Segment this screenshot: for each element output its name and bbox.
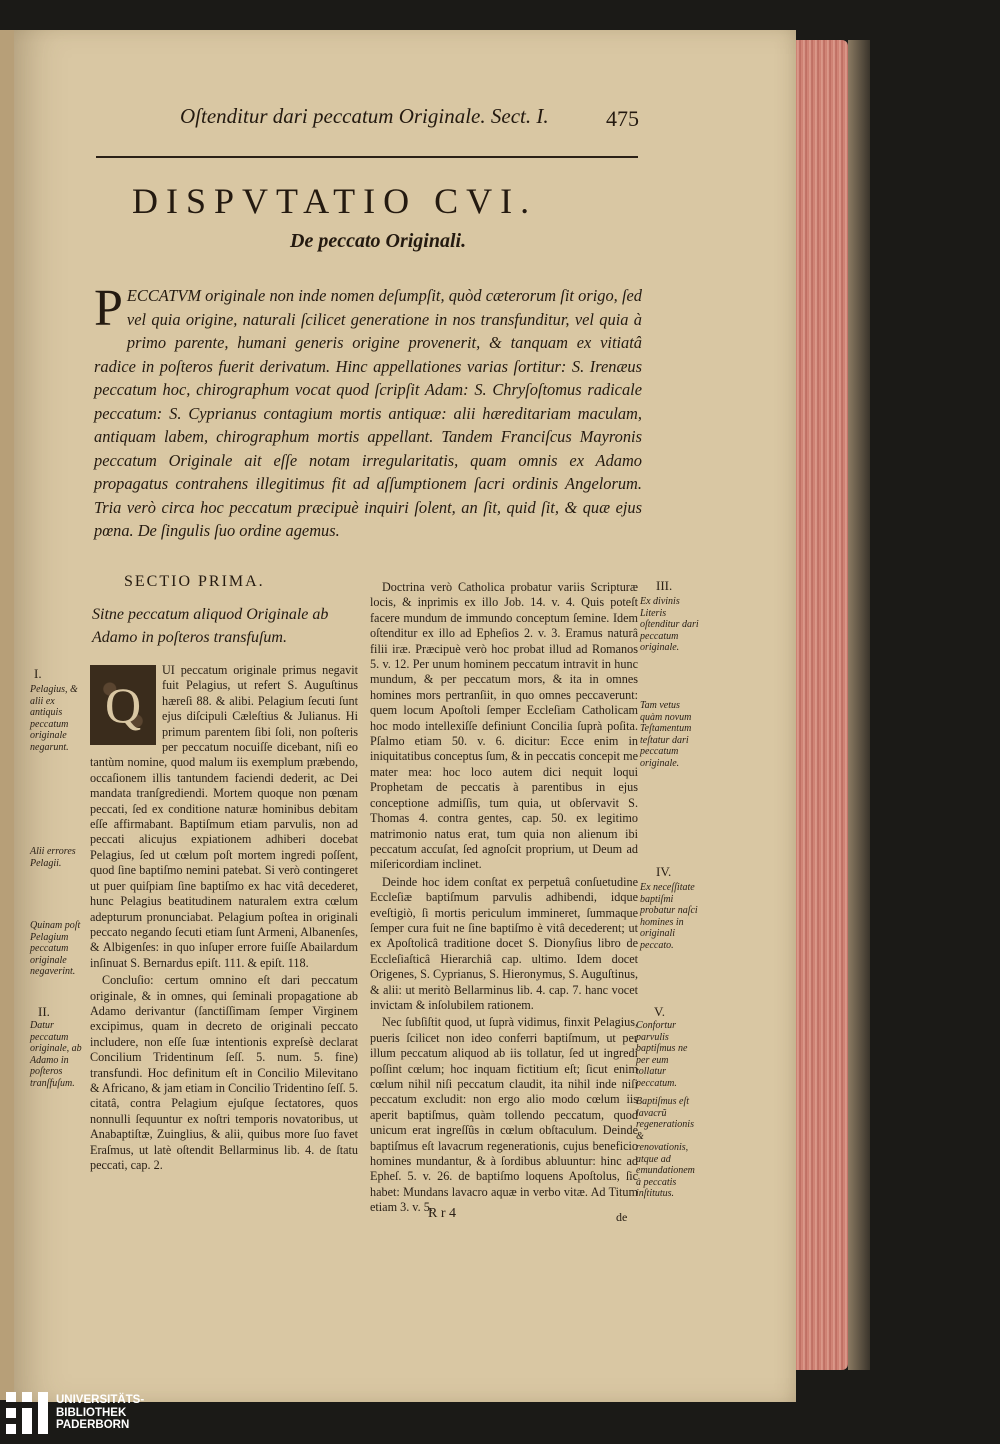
header-rule: [96, 156, 638, 158]
margin-note-left-2: Alii errores Pelagii.: [30, 846, 76, 869]
margin-note-right-4: Confortur parvulis baptiſmus ne per eum tollatur peccatum.: [636, 1020, 688, 1089]
margin-note-left-4: Datur peccatum originale, ab Adamo in poſteros tranſfuſum.: [30, 1020, 82, 1089]
right-column: [370, 580, 638, 1218]
right-paragraph-3: Nec ſubſiſtit quod, ut ſuprà vidimus, finxit Pelagius, pueris ſcilicet non ideo conferri baptiſmum, ut per illum peccatum aliquod ab iis tollatur, ſed ut ingredi poſſint cœlum; hoc inquam fictitium eſt; ſicut enim cœlum nihil niſi peccatum claudit, ita nihil inde niſi peccatum excludit: non ergo alio modo cœlum iis aperit baptiſmus, quàm tollendo peccatum, quod unicum erat ingreſſûs in cœlum obſtaculum. Deinde baptiſmus eſt lavacrum regenerationis, cujus beneficio homines mundantur, & à ſordibus abluuntur: hinc ad Epheſ. 5. v. 26. de baptiſmo loquens Apoſtolus, ſic habet: Mundans lavacro aquæ in verbo vitæ. Ad Titum etiam 3. v. 5.: [370, 1015, 638, 1215]
margin-note-right-2: Tam vetus quàm novum Teſtamentum teſtatur dari peccatum originale.: [640, 700, 692, 769]
margin-number-5: V.: [654, 1004, 665, 1019]
intro-text: ECCATVM originale non inde nomen deſumpſit, quòd cæterorum ſit origo, ſed vel quia origine, naturali ſcilicet generatione in nos transfunditur, vel quia à primo parente, humani generis origine provenerit, & tanquam ex vitiatâ radice in poſteros fuerit derivatum. Hinc appellationes varias ſortitur: S. Irenæus peccatum hoc, chirographum vocat quod ſcripſit Adam: S. Chryſoſtomus radicale peccatum: S. Cyprianus contagium mortis antiquæ: alii hæreditariam maculam, antiquam labem, chirographum mortis appellant. Tandem Franciſcus Mayronis peccatum Originale ait eſſe notam irregularitatis, quam omnis ex Adamo propagatus contrahens illegitimus fit ad aſſumptionem ſacri ordinis Angelorum. Tria verò circa hoc peccatum præcipuè inquiri ſolent, an ſit, quid ſit, & quæ ejus pœna. De ſingulis ſuo ordine agemus.: [94, 286, 642, 540]
ornamental-initial: Q: [90, 665, 156, 745]
margin-note-right-1: Ex divinis Literis oſtenditur dari peccatum originale.: [640, 596, 699, 653]
left-paragraph-1: UI peccatum originale primus negavit fuit Pelagius, ut refert S. Auguſtinus hæreſi 88. & alibi. Pelagium ſecuti ſunt ejus diſcipuli Cæleſtius & Julianus. Hi primum parentem ſibi ſoli, non poſteris per peccatum nocuiſſe dicebant, niſi eo tantùm nomine, quod malum iis exemplum præbendo, occaſionem illis tantundem faciendi dederit, ac Dei mandata tranſgrediendi. Mortem quoque non pœnam peccati, ſed ex conditione naturæ hominibus debitam eſſe affirmabant. Baptiſmum etiam parvulis, non ad peccati alicujus expiationem adhiberi docebat Pelagius, ſed ut cœlum poſt mortem ingredi poſſent, quod ſine baptiſmo nemini patebat. Si verò contingeret ut puer quiſpiam ſine baptiſmo ex hac vitâ decederet, hunc Pelagius beatitudinem naturalem extra cœlum adepturum pronunciabat. Pelagium poſtea in originali peccato negando ſecuti etiam ſunt Armeni, Albanenſes, & Albigenſes: in quo inſuper errore fuiſſe Abailardum inſinuat S. Bernardus epiſt. 111. & epiſt. 118.: [90, 663, 358, 970]
margin-number-4: IV.: [656, 864, 672, 879]
book-cover-shadow: [848, 40, 870, 1370]
logo-line-1: UNIVERSITÄTS-: [56, 1394, 145, 1407]
margin-number-1: I.: [34, 666, 42, 681]
margin-note-right-3: Ex neceſſitate baptiſmi probatur naſci homines in originali peccato.: [640, 882, 698, 951]
margin-note-right-5: Baptiſmus eſt lavacrũ regenerationis & renovationis, atque ad emundationem à peccatis inſtitutus.: [636, 1096, 695, 1199]
margin-number-3: III.: [656, 578, 673, 593]
section-title: Sitne peccatum aliquod Originale ab Adamo in poſteros transfuſum.: [92, 606, 329, 646]
page-edges: [796, 40, 848, 1370]
right-paragraph-2: Deinde hoc idem conſtat ex perpetuâ conſuetudine Eccleſiæ baptiſmum parvulis adhibendi, idque eveſtigiò, ſi mortis periculum immineret, ſummaque ſemper cura fuit ne ſine baptiſmo è vitâ decederent; ut ex Apoſtolicâ traditione docet S. Dionyſius libro de Eccleſiaſticâ Hierarchiâ cap. ultimo. Idem docet Origenes, S. Cyprianus, S. Hieronymus, S. Auguſtinus, & alii: ut meritò Bellarminus lib. 4. cap. 7. hanc vocet invictam & inſolubilem rationem.: [370, 874, 638, 1012]
running-title: Oſtenditur dari peccatum Originale. Sect. I.: [180, 104, 549, 128]
disputation-title: DISPVTATIO CVI.: [132, 181, 538, 221]
margin-note-left-1: Pelagius, & alii ex antiquis peccatum originale negarunt.: [30, 684, 78, 753]
catchword: de: [616, 1210, 628, 1224]
logo-line-2: BIBLIOTHEK: [56, 1406, 127, 1419]
margin-number-2: II.: [38, 1004, 50, 1019]
intro-initial: P: [94, 280, 123, 337]
logo-line-3: PADERBORN: [56, 1419, 130, 1432]
margin-note-left-3: Quinam poſt Pelagium peccatum originale negaverint.: [30, 920, 81, 977]
section-heading: SECTIO PRIMA.: [124, 573, 265, 590]
library-logo-text: [56, 1394, 144, 1432]
disputation-subtitle: De peccato Originali.: [290, 230, 467, 252]
library-logo-icon: [6, 1392, 48, 1434]
left-paragraph-2: Concluſio: certum omnino eſt dari peccatum originale, & in omnes, qui ſeminali propagatione ab Adamo derivantur (ſanctiſſimam ſemper Virginem excipimus, quam in decreto de originali peccato includere, non eſſe ſuæ intentionis expreſsè declarat Concilium Tridentinum ſeſſ. 5. num. 5. fine) transfundi. Hoc definitum eſt in Concilio Milevitano & Africano, & jam etiam in Concilio Tridentino ſeſſ. 5. citatâ, contra Pelagium ejuſque ſectatores, quos nonnulli ſequuntur ex noſtri temporis novatoribus, ut Anabaptiſtæ, Zuinglius, & alii, quibus more ſuo favet Eraſmus, ut latè oſtendit Bellarminus lib. 4. de ſtatu peccati, cap. 2.: [90, 973, 358, 1172]
left-column: [90, 663, 358, 1175]
right-paragraph-1: Doctrina verò Catholica probatur variis Scripturæ locis, & inprimis ex illo Job. 14. v. 4. Quis poteſt facere mundum de immundo conceptum ſemine. Idem oſtenditur ex illo ad Epheſios 2. v. 3. Eramus naturâ filii iræ. Præcipuè verò hoc probat illud ad Romanos 5. v. 12. Per unum hominem peccatum intravit in hunc mundum, & per peccatum mors, & ita in omnes homines mors pertranſiit, in quo omnes peccaverunt: quem locum Apoſtoli ſemper Eccleſiam Catholicam hoc modo intellexiſſe definiunt Concilia ſuprà poſita. Pſalmo etiam 50. v. 6. dicitur: Ecce enim in iniquitatibus conceptus ſum, & in peccatis concepit me mater mea: hoc loco autem dici nequit loqui Prophetam de peccatis à parentibus in ejus conceptione admiſſis, tum quia, ut obſervavit S. Thomas 4. contra gentes, cap. 50. ex legitimo matrimonio natus erat, tum quia non alienum ibi peccatum accuſat, ſed agnoſcit proprium, ut Deum ad miſericordiam inclinet.: [370, 580, 638, 872]
library-logo: [6, 1392, 144, 1434]
signature-mark: R r 4: [428, 1206, 456, 1221]
intro-paragraph: [94, 280, 642, 543]
page-number: 475: [606, 106, 639, 131]
